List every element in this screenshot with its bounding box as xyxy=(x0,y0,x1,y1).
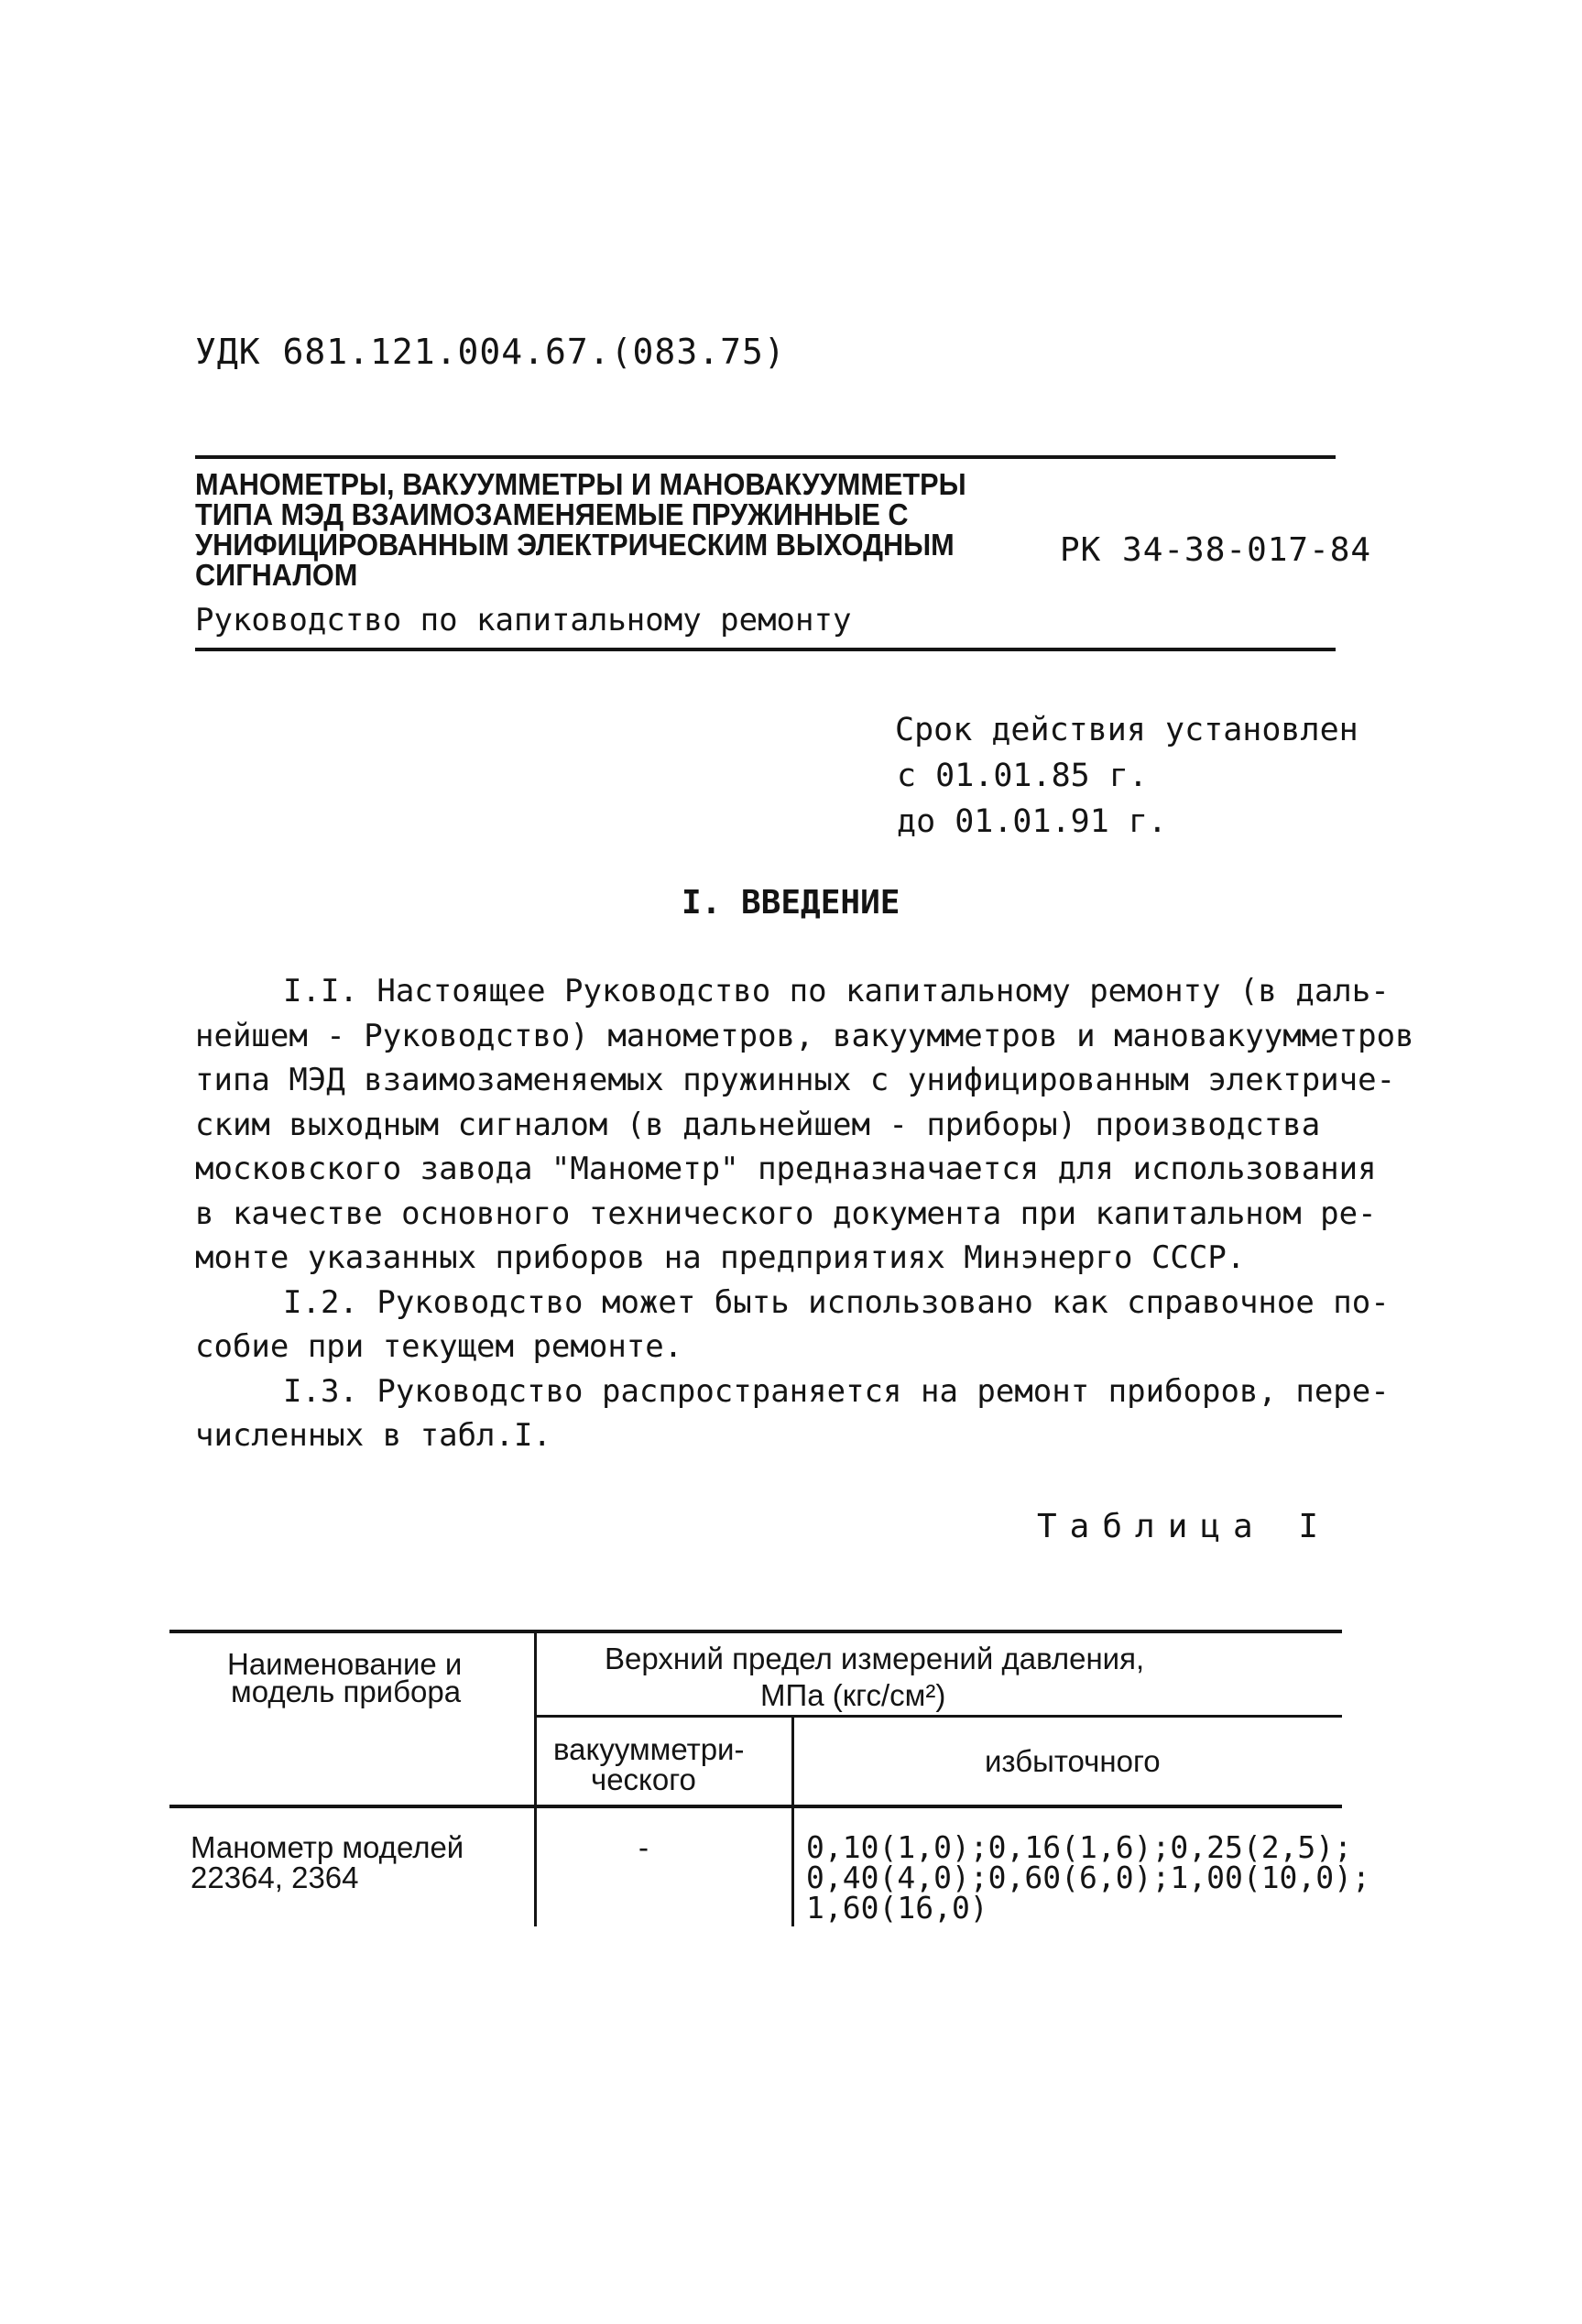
row-device-name: 22364, 2364 xyxy=(191,1860,359,1894)
header-bottom-rule xyxy=(195,648,1336,651)
header-col1-line: модель прибора xyxy=(231,1675,462,1708)
validity-line: Срок действия установлен xyxy=(895,712,1358,748)
header-top-rule xyxy=(195,455,1336,459)
paragraph-line: монте указанных приборов на предприятиях Минэнерго СССР. xyxy=(195,1239,1246,1276)
paragraph-line: московского завода "Манометр" предназначается для использования xyxy=(195,1151,1377,1187)
introduction-text xyxy=(195,969,1414,1458)
table-col-divider xyxy=(534,1631,537,1926)
table-col-divider xyxy=(791,1716,794,1926)
header-excess: избыточного xyxy=(985,1744,1161,1778)
validity-line: с 01.01.85 г. xyxy=(897,758,1148,794)
paragraph-line: I.I. Настоящее Руководство по капитальному ремонту (в даль- xyxy=(283,973,1390,1009)
row-excess-value: 1,60(16,0) xyxy=(806,1890,988,1926)
paragraph-line: численных в табл.I. xyxy=(195,1417,551,1454)
paragraph-line: типа МЭД взаимозаменяемых пружинных с унифицированным электриче- xyxy=(195,1062,1396,1098)
table-group-rule xyxy=(536,1715,1342,1718)
paragraph-line: I.3. Руководство распространяется на ремонт приборов, пере- xyxy=(283,1372,1390,1410)
row-excess-value: 0,40(4,0);0,60(6,0);1,00(10,0); xyxy=(806,1860,1370,1895)
row-vacuum-value: - xyxy=(638,1830,649,1864)
document-title xyxy=(195,467,966,592)
udk-code: УДК 681.121.004.67.(083.75) xyxy=(195,332,786,372)
paragraph-line: I.2. Руководство может быть использовано как справочное по- xyxy=(283,1283,1390,1321)
paragraph-line: в качестве основного технического документа при капитальном ре- xyxy=(195,1195,1377,1232)
title-line: МАНОМЕТРЫ, ВАКУУММЕТРЫ И МАНОВАКУУММЕТРЫ xyxy=(195,467,966,501)
table-caption: Таблица I xyxy=(1037,1508,1332,1545)
paragraph-line: ским выходным сигналом (в дальнейшем - приборы) производства xyxy=(195,1106,1321,1143)
title-line: УНИФИЦИРОВАННЫМ ЭЛЕКТРИЧЕСКИМ ВЫХОДНЫМ xyxy=(195,528,955,562)
header-vacuum-line: ческого xyxy=(591,1762,696,1796)
row-device-name: Манометр моделей xyxy=(191,1830,464,1864)
title-line: СИГНАЛОМ xyxy=(195,558,358,592)
validity-line: до 01.01.91 г. xyxy=(897,803,1168,840)
header-col1-line: Наименование и xyxy=(227,1647,463,1681)
header-group-line: МПа (кгс/см²) xyxy=(760,1678,946,1712)
section-heading: I. ВВЕДЕНИЕ xyxy=(682,884,900,922)
header-vacuum-line: вакуумметри- xyxy=(553,1732,745,1766)
paragraph-line: нейшем - Руководство) манометров, вакуумметров и мановакуумметров xyxy=(195,1017,1414,1054)
document-code: РК 34-38-017-84 xyxy=(1060,531,1372,569)
table-top-rule xyxy=(169,1630,1342,1633)
table-header-rule xyxy=(169,1805,1342,1808)
paragraph-line: собие при текущем ремонте. xyxy=(195,1328,683,1365)
document-subtitle: Руководство по капитальному ремонту xyxy=(195,602,852,638)
row-excess-value: 0,10(1,0);0,16(1,6);0,25(2,5); xyxy=(806,1829,1353,1865)
title-line: ТИПА МЭД ВЗАИМОЗАМЕНЯЕМЫЕ ПРУЖИННЫЕ С xyxy=(195,497,909,531)
validity-block xyxy=(895,707,1358,845)
header-group-line: Верхний предел измерений давления, xyxy=(605,1642,1145,1675)
